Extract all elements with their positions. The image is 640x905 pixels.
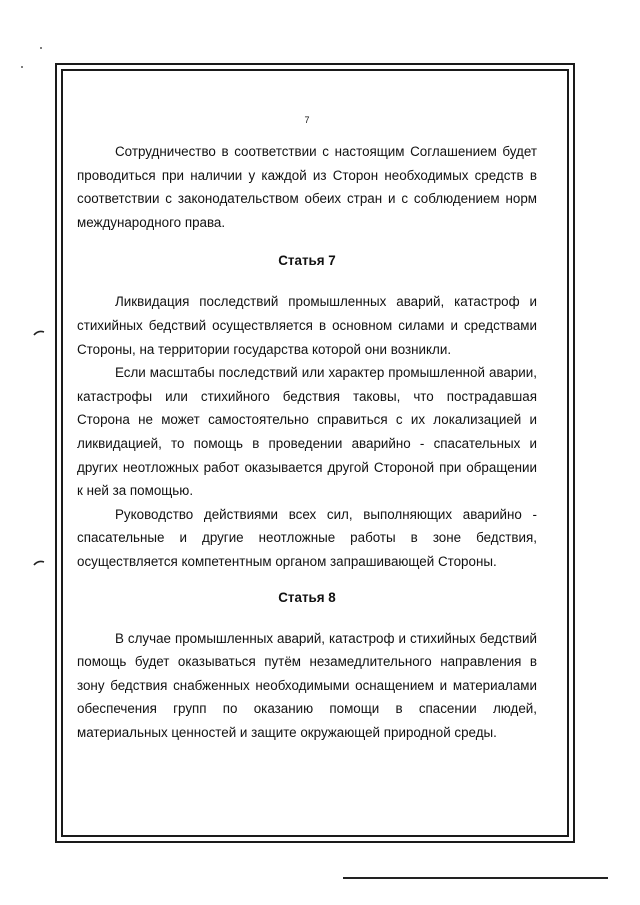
bottom-rule [343,877,608,879]
margin-tick-mark [33,560,45,566]
article-7-paragraph-1: Ликвидация последствий промышленных аварий, катастроф и стихийных бедствий осуществляется в основном силами и средствами Стороны, на территории государства которой они возникли. [77,294,537,357]
page-number: 7 [304,115,310,125]
document-body [77,110,537,744]
article-7-paragraph-3: Руководство действиями всех сил, выполняющих аварийно - спасательные и другие неотложные работы в зоне бедствия, осуществляется компетентным органом запрашивающей Стороны. [77,506,537,569]
article-7-heading: Статья 7 [278,253,336,269]
intro-paragraph: Сотрудничество в соответствии с настоящим Соглашением будет проводиться при наличии у каждой из Сторон необходимых средств в соответствии с законодательством обеих стран и с соблюдением норм международного права. [77,144,537,230]
margin-tick-mark [33,330,45,336]
article-8-heading: Статья 8 [278,589,336,605]
article-7-paragraph-2: Если масштабы последствий или характер промышленной аварии, катастрофы или стихийного бедствия таковы, что пострадавшая Сторона не может самостоятельно справиться с их локализацией и ликвидацией, то помощь в проведении аварийно - спасательных и других неотложных работ оказывается другой Стороной при обращении к ней за помощью. [77,365,537,499]
scan-speck [40,47,42,49]
scan-speck [21,66,23,68]
article-8-paragraph-1: В случае промышленных аварий, катастроф и стихийных бедствий помощь будет оказываться путём незамедлительного направления в зону бедствия снабженных необходимыми оснащением и материалами обеспечения групп по оказанию помощи в спасении людей, материальных ценностей и защите окружающей природной среды. [77,630,537,740]
